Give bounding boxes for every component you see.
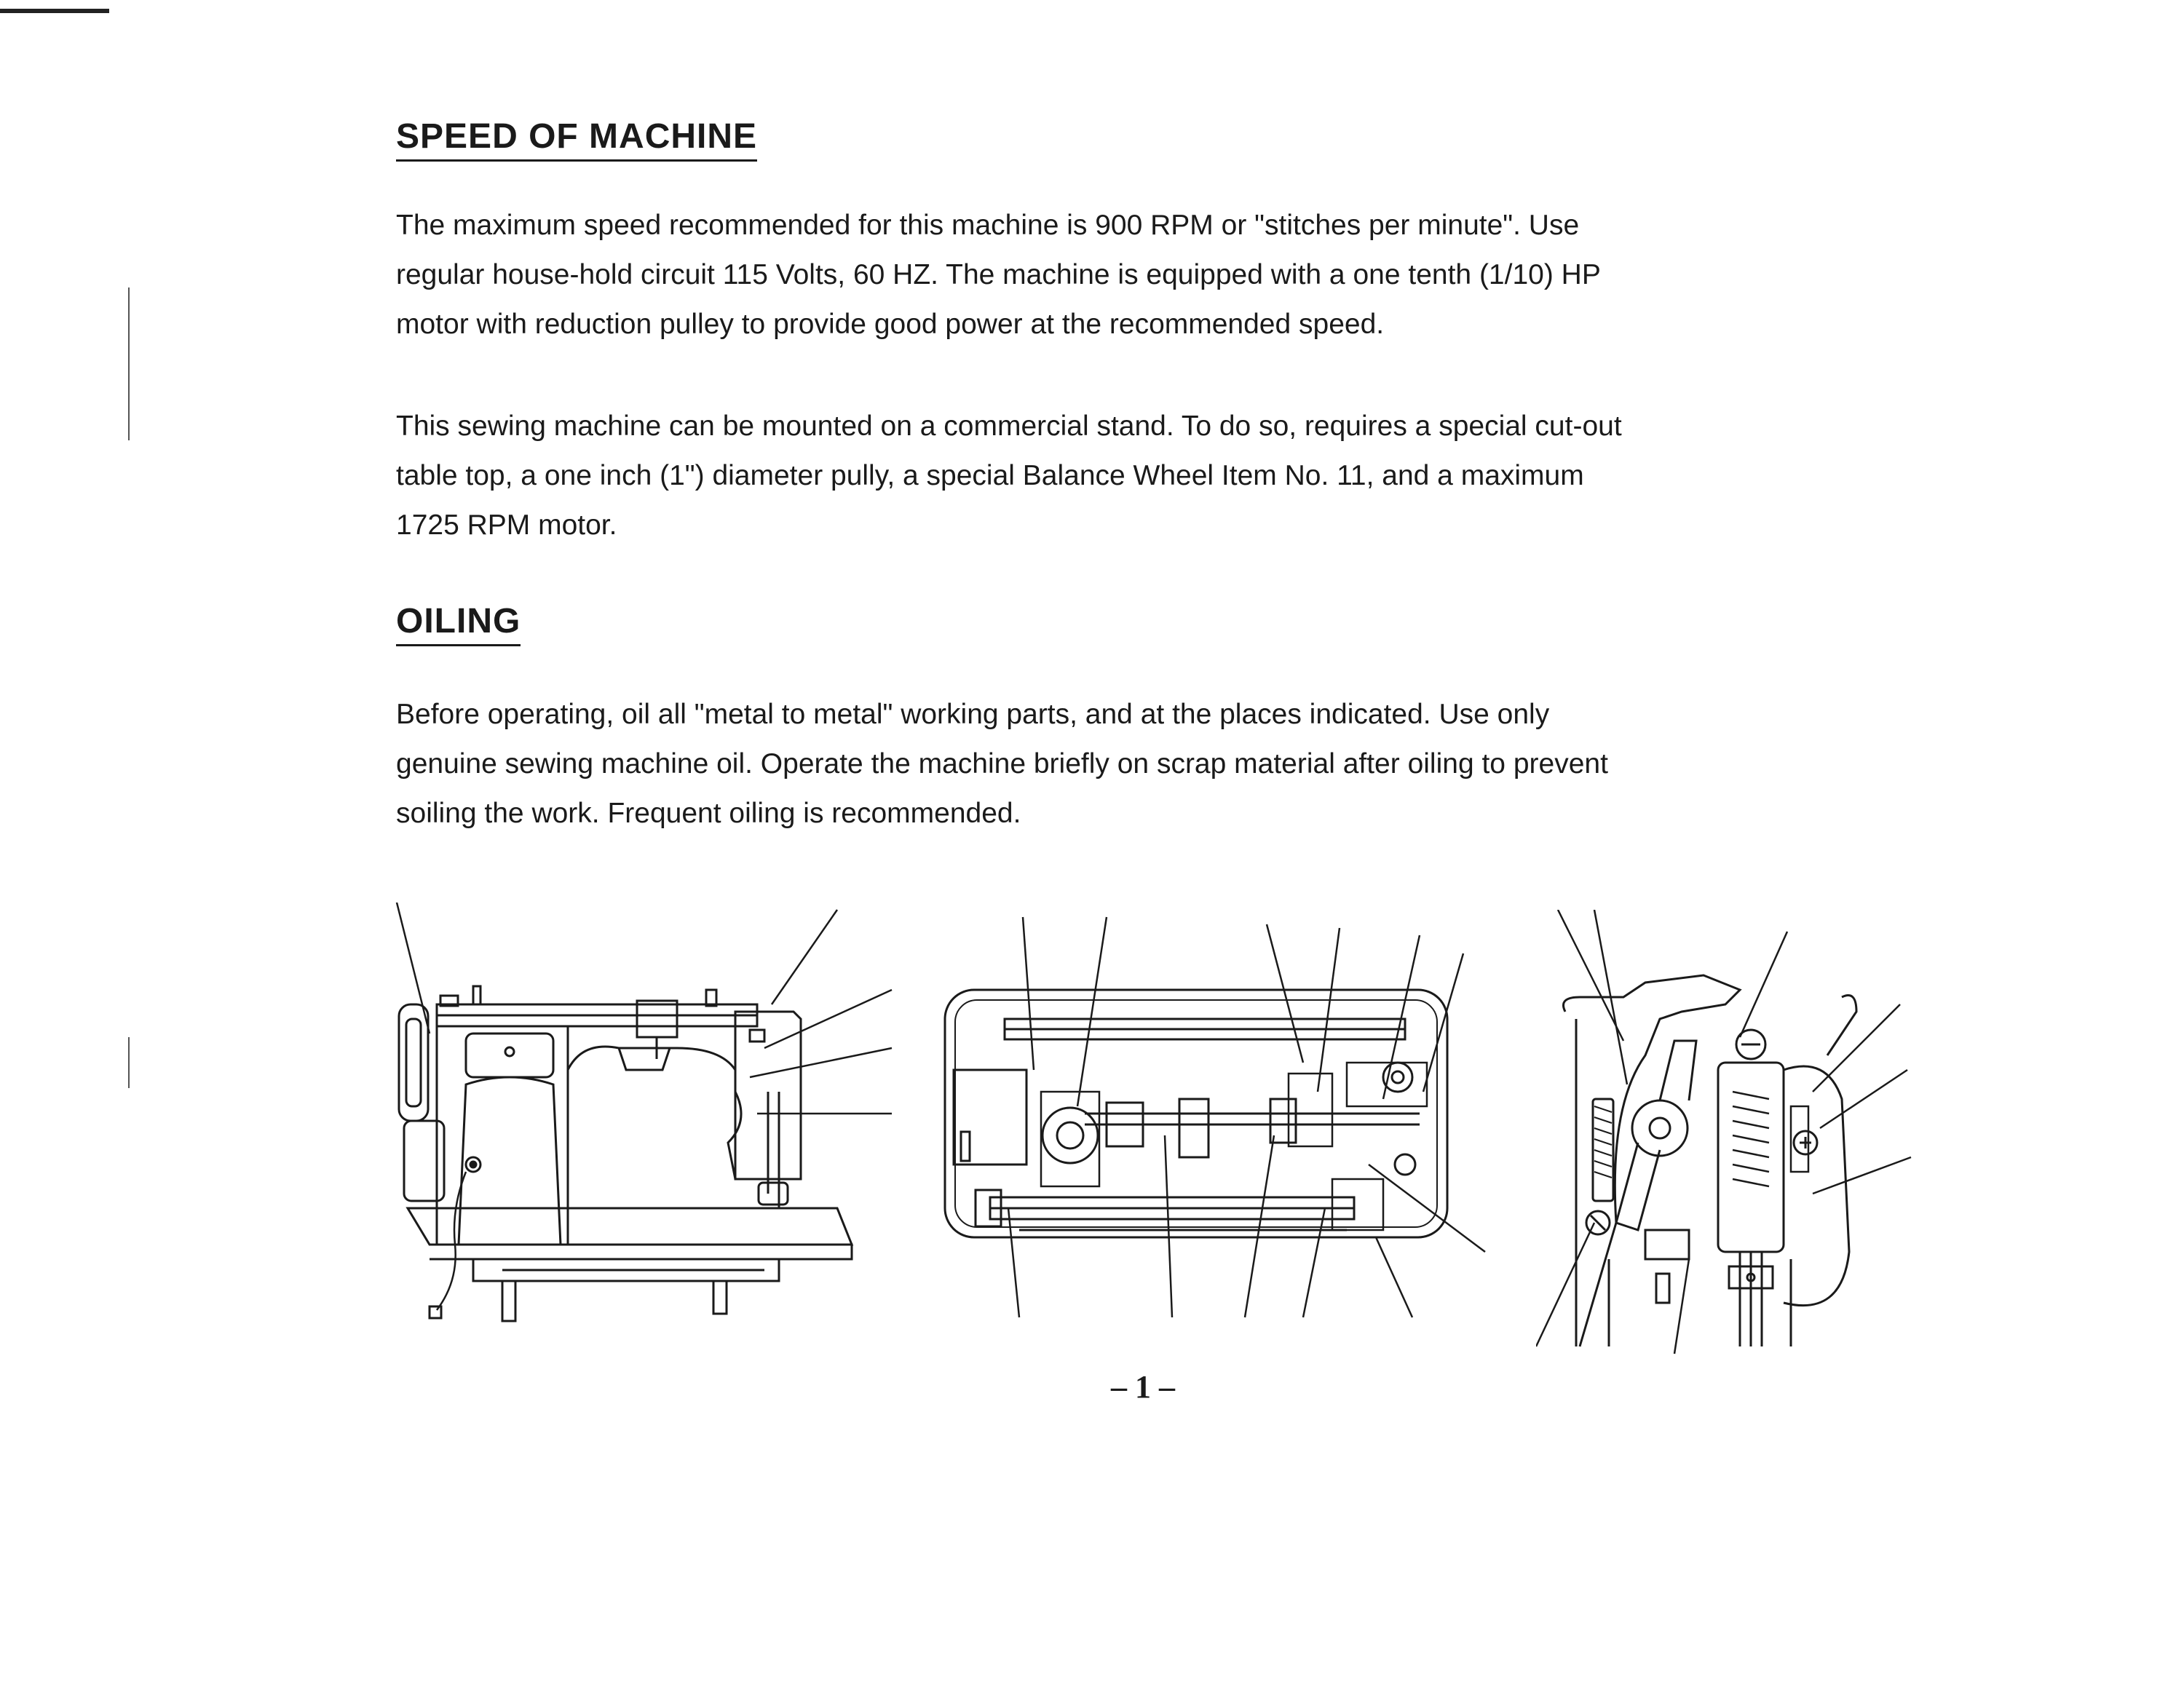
section-heading-oiling: OILING — [396, 603, 521, 646]
sewing-machine-front-view — [386, 903, 910, 1325]
text-line: genuine sewing machine oil. Operate the machine briefly on scrap material after oiling to prevent — [396, 748, 1608, 779]
text-line: The maximum speed recommended for this machine is 900 RPM or "stitches per minute". Use — [396, 210, 1580, 241]
scan-mark — [128, 287, 130, 440]
speed-paragraph-2 — [396, 402, 1699, 550]
text-line: This sewing machine can be mounted on a commercial stand. To do so, requires a special cut-out — [396, 410, 1622, 442]
text-line: regular house-hold circuit 115 Volts, 60 HZ. The machine is equipped with a one tenth (1/10) HP — [396, 259, 1601, 290]
sewing-machine-head-end-view — [1536, 910, 1922, 1361]
scan-mark — [128, 1037, 130, 1088]
page-number: – 1 – — [1111, 1369, 1175, 1405]
text-line: table top, a one inch (1") diameter pully, a special Balance Wheel Item No. 11, and a maximum — [396, 460, 1584, 491]
scan-mark — [0, 9, 109, 13]
section-heading-speed: SPEED OF MACHINE — [396, 118, 757, 162]
text-line: Before operating, oil all "metal to metal" working parts, and at the places indicated. Use only — [396, 699, 1550, 730]
text-line: soiling the work. Frequent oiling is recommended. — [396, 798, 1021, 829]
text-line: 1725 RPM motor. — [396, 509, 617, 541]
sewing-machine-underside-view — [939, 903, 1492, 1339]
oiling-paragraph — [396, 690, 1699, 838]
text-line: motor with reduction pulley to provide good power at the recommended speed. — [396, 309, 1385, 340]
speed-paragraph-1 — [396, 201, 1699, 349]
